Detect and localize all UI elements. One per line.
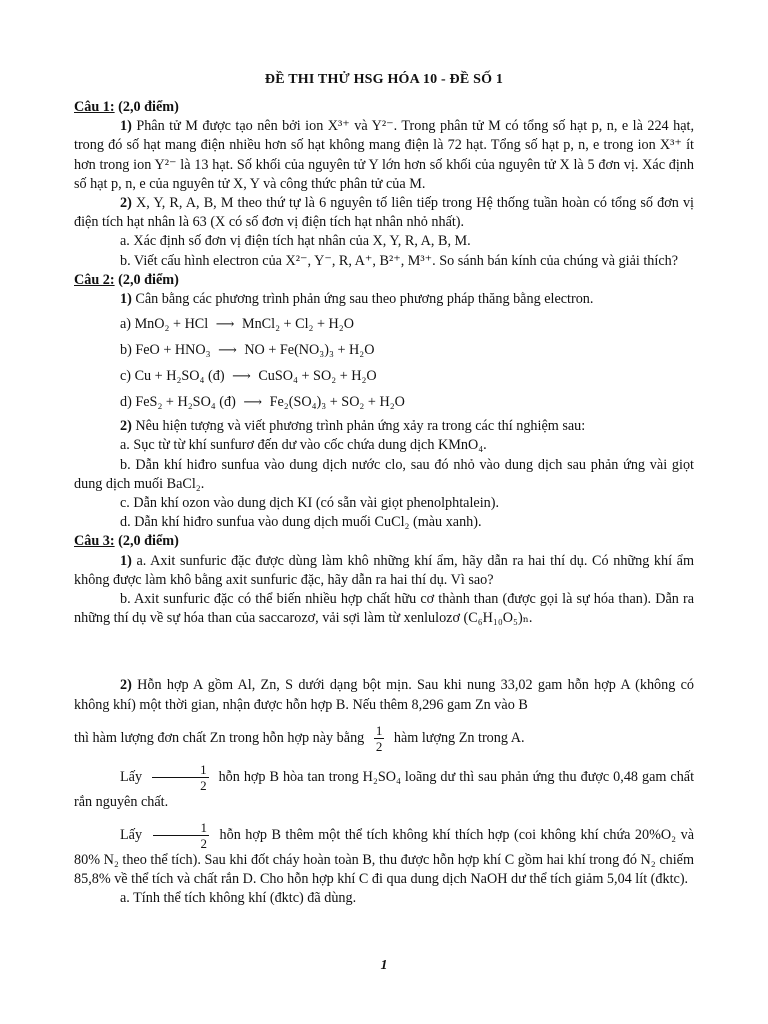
question-2-points: (2,0 điểm) — [118, 271, 179, 288]
equation-left: a) MnO₂ + HCl — [120, 316, 209, 333]
question-1-part-2 — [74, 194, 694, 232]
equation-d — [120, 391, 694, 413]
question-3-part-2a: a. Tính thể tích không khí (đktc) đã dùng. — [120, 890, 357, 907]
fraction-numerator: 1 — [153, 820, 210, 836]
part-text: Nêu hiện tượng và viết phương trình phản ứng xảy ra trong các thí nghiệm sau: — [135, 418, 586, 435]
part-number: 2) — [120, 418, 132, 435]
question-2-part-2b: b. Dẫn khí hiđro sunfua vào dung dịch nước clo, sau đó nhỏ vào dung dịch sau phản ứng vài giọt dung dịch muối BaCl₂. — [74, 456, 694, 492]
question-3-header — [74, 532, 694, 551]
question-3-part-2 — [74, 676, 694, 714]
question-1-part-2a: a. Xác định số đơn vị điện tích hạt nhân của X, Y, R, A, B, M. — [120, 233, 471, 250]
question-1-label: Câu 1: — [74, 99, 115, 115]
document-body — [74, 98, 694, 909]
page-number: 1 — [380, 958, 388, 973]
part-text: hàm lượng Zn trong A. — [393, 729, 525, 746]
equation-b — [120, 339, 694, 361]
reaction-arrow-icon: ⟶ — [215, 316, 235, 332]
part-text: a. Axit sunfuric đặc được dùng làm khô những khí ẩm, hãy dẫn ra hai thí dụ. Có những khí ẩm không được làm khô bằng axit sunfuric đặc, hãy dẫn ra hai thí dụ. Vì sao? — [74, 552, 695, 588]
fraction-one-half — [152, 762, 209, 793]
question-2-part-1 — [74, 290, 694, 309]
part-number: 1) — [120, 118, 132, 135]
fraction-one-half — [374, 723, 385, 754]
equation-right: Fe₂(SO₄)₃ + SO₂ + H₂O — [269, 394, 405, 411]
equation-right: MnCl₂ + Cl₂ + H₂O — [241, 316, 354, 333]
part-text: Phân tử M được tạo nên bởi ion X³⁺ và Y²⁻. Trong phân tử M có tổng số hạt p, n, e là 224 hạt, trong đó số hạt mang điện nhiều hơn số hạt không mang điện là 72 hạt. Tổng số hạt p, n, e trong ion X³⁺ ít hơn trong ion Y²⁻ là 13 hạt. Số khối của nguyên tử Y lớn hơn số khối của nguyên tử X là 5 đơn vị. Xác định số hạt p, n, e của nguyên tử X, Y và công thức phân tử của M. — [74, 118, 695, 192]
question-2-part-2 — [74, 417, 694, 436]
part-number: 1) — [120, 552, 132, 569]
part-text: Hỗn hợp A gồm Al, Zn, S dưới dạng bột mịn. Sau khi nung 33,02 gam hỗn hợp A (không có không khí) một thời gian, nhận được hỗn hợp B. Nếu thêm 8,296 gam Zn vào B — [74, 677, 694, 713]
question-3-part-1a — [74, 552, 694, 590]
part-text: Lấy — [120, 826, 143, 843]
part-text: Lấy — [120, 768, 143, 785]
equation-right: CuSO₄ + SO₂ + H₂O — [258, 368, 377, 385]
page-title: ĐỀ THI THỬ HSG HÓA 10 - ĐỀ SỐ 1 — [264, 72, 504, 87]
fraction-numerator: 1 — [375, 722, 383, 738]
question-3-part-2-para-3 — [74, 820, 694, 889]
equation-left: c) Cu + H₂SO₄ (đ) — [120, 368, 225, 385]
part-text: X, Y, R, A, B, M theo thứ tự là 6 nguyên tố liên tiếp trong Hệ thống tuần hoàn có tổng số đơn vị điện tích hạt nhân là 63 (X có số đơn vị điện tích hạt nhân nhỏ nhất). — [74, 195, 694, 231]
question-3-label: Câu 3: — [74, 533, 115, 550]
question-2-part-2d: d. Dẫn khí hiđro sunfua vào dung dịch muối CuCl₂ (màu xanh). — [120, 514, 482, 531]
question-2-label: Câu 2: — [74, 271, 115, 288]
part-text: Cân bằng các phương trình phản ứng sau theo phương pháp thăng bằng electron. — [135, 291, 594, 308]
part-number: 1) — [120, 291, 132, 308]
fraction-denominator: 2 — [375, 738, 383, 754]
question-1-part-1 — [74, 117, 694, 194]
fraction-denominator: 2 — [200, 836, 208, 852]
spacer — [74, 628, 694, 676]
fraction-denominator: 2 — [200, 777, 207, 793]
question-3-part-2-para-2 — [74, 762, 694, 812]
question-1-points: (2,0 điểm) — [118, 99, 179, 115]
part-number: 2) — [120, 677, 132, 694]
fraction-one-half — [153, 820, 210, 851]
question-2-part-2c: c. Dẫn khí ozon vào dung dịch KI (có sẵn vài giọt phenolphtalein). — [120, 495, 500, 512]
question-3-part-2-cont — [74, 723, 694, 754]
part-text: hỗn hợp B thêm một thể tích không khí thích hợp (coi không khí chứa 20%O₂ và 80% N₂ theo thể tích). Sau khi đốt cháy hoàn toàn B, thu được hỗn hợp khí C gồm hai khí trong đó N₂ chiếm 85,8% về thể tích và chất rắn D. Cho hỗn hợp khí C đi qua dung dịch NaOH dư thể tích giảm 5,04 lít (đktc). — [74, 826, 694, 888]
reaction-arrow-icon: ⟶ — [243, 394, 263, 410]
equation-right: NO + Fe(NO₃)₃ + H₂O — [244, 342, 375, 359]
question-3-part-1b: b. Axit sunfuric đặc có thể biến nhiều hợp chất hữu cơ thành than (được gọi là sự hóa than). Dẫn ra những thí dụ về sự hóa than của saccarozơ, vải sợi làm từ xenlulozơ (C₆H₁₀O₅)ₙ. — [74, 591, 694, 627]
reaction-arrow-icon: ⟶ — [232, 368, 251, 384]
equation-c — [120, 365, 694, 387]
reaction-arrow-icon: ⟶ — [218, 342, 237, 358]
equation-left: d) FeS₂ + H₂SO₄ (đ) — [120, 394, 236, 411]
equation-a — [120, 313, 694, 335]
question-2-part-2a: a. Sục từ từ khí sunfurơ đến dư vào cốc chứa dung dịch KMnO₄. — [120, 437, 487, 454]
question-1-part-2b: b. Viết cấu hình electron của X²⁻, Y⁻, R, A⁺, B²⁺, M³⁺. So sánh bán kính của chúng và giải thích? — [120, 252, 679, 269]
part-number: 2) — [120, 195, 132, 212]
question-3-points: (2,0 điểm) — [118, 533, 179, 550]
equation-left: b) FeO + HNO₃ — [120, 342, 211, 359]
part-text: thì hàm lượng đơn chất Zn trong hỗn hợp này bằng — [74, 729, 365, 746]
fraction-numerator: 1 — [152, 762, 209, 778]
part-text: hỗn hợp B hòa tan trong H₂SO₄ loãng dư thì sau phản ứng thu được 0,48 gam chất rắn nguyên chất. — [74, 768, 695, 810]
question-1-header — [74, 98, 694, 117]
question-2-header — [74, 271, 694, 290]
